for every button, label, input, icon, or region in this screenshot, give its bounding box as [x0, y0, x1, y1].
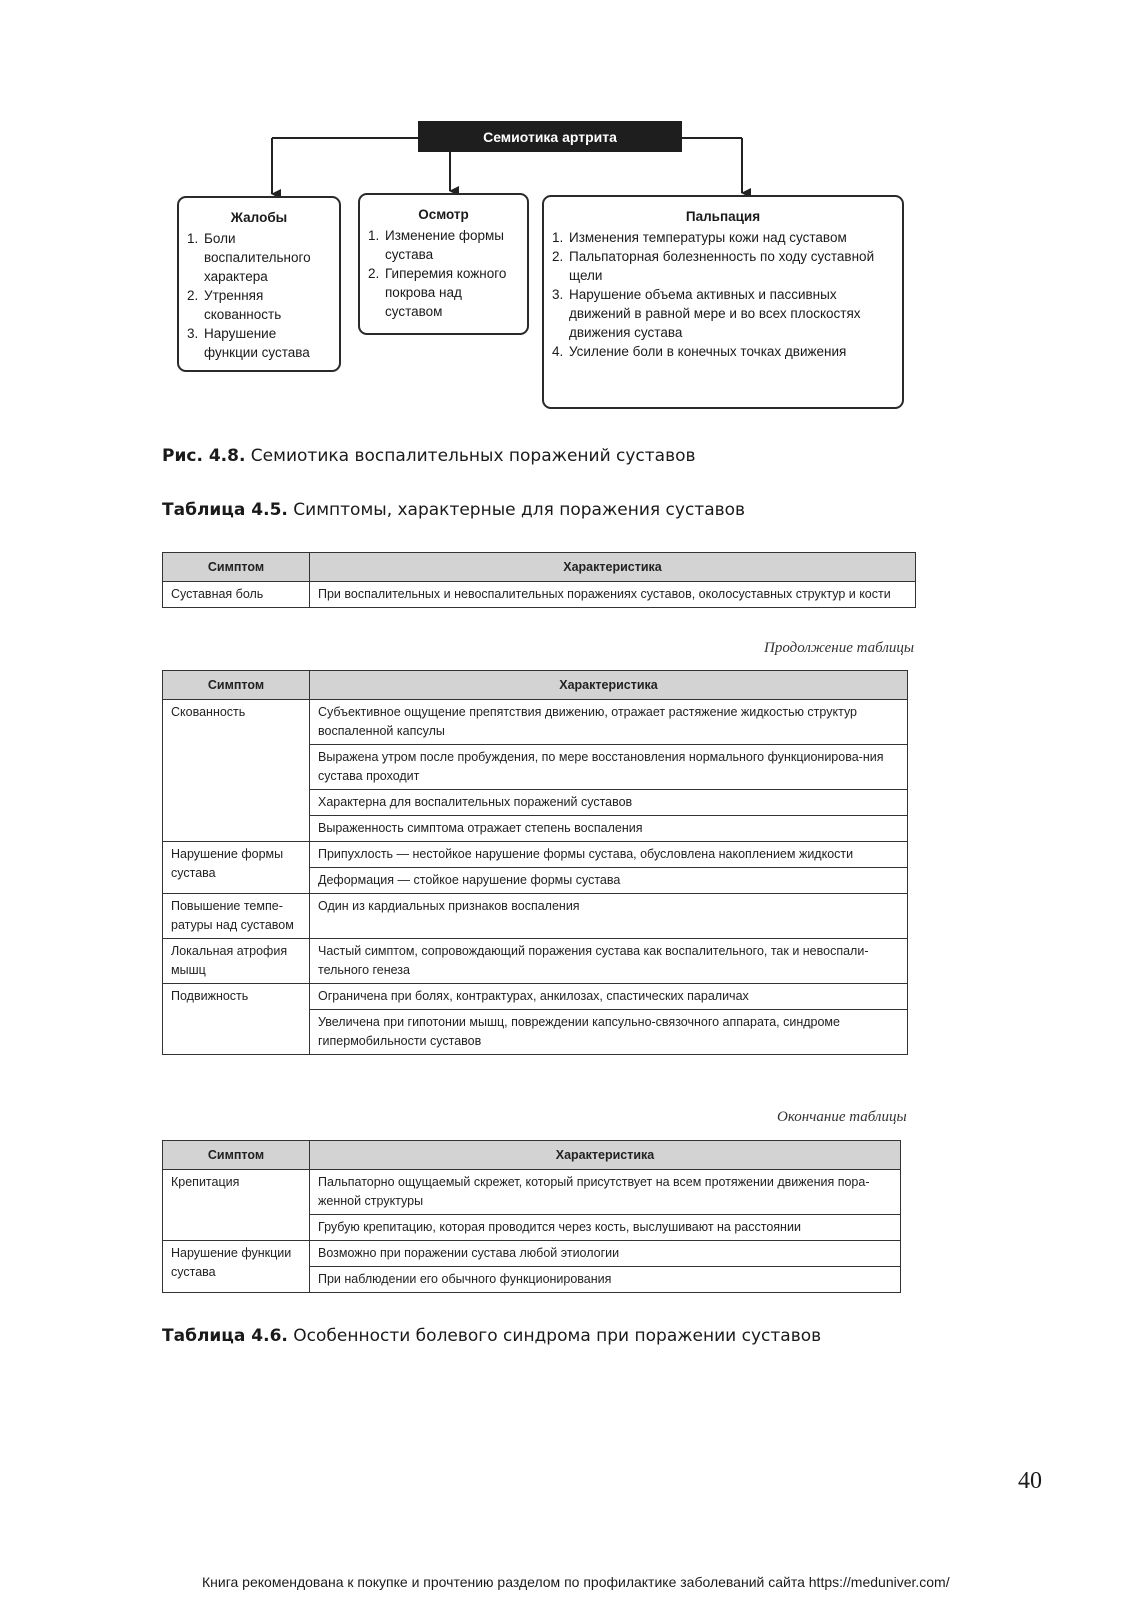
characteristic-cell: Частый симптом, сопровождающий поражения сустава как воспалительного, так и невоспали-тельного генеза [310, 939, 908, 984]
branch-title: Осмотр [418, 207, 469, 222]
branch-item: 2. Пальпаторная болезненность по ходу суставной щели [552, 249, 875, 283]
table-row [163, 984, 908, 1010]
branch-item: 1. Изменение формы сустава [368, 228, 505, 262]
characteristic-cell: Выраженность симптома отражает степень воспаления [310, 816, 908, 842]
symptom-cell: Повышение темпе-ратуры над суставом [163, 894, 310, 939]
branch-item: 1. Изменения температуры кожи над суставом [552, 230, 847, 245]
symptom-table-part-3 [162, 1140, 901, 1293]
characteristic-cell: Деформация — стойкое нарушение формы сустава [310, 868, 908, 894]
footer-note: Книга рекомендована к покупке и прочтению разделом по профилактике заболеваний сайта https://meduniver.com/ [202, 1574, 950, 1590]
header-symptom: Симптом [163, 671, 310, 700]
semiotics-diagram [0, 0, 1132, 420]
symptom-cell: Нарушение функции сустава [163, 1241, 310, 1293]
next-caption-label: Таблица 4.6. [162, 1326, 288, 1346]
branch-title: Жалобы [230, 210, 288, 225]
characteristic-cell: При воспалительных и невоспалительных поражениях суставов, околосуставных структур и кости [310, 582, 916, 608]
header-characteristic: Характеристика [310, 553, 916, 582]
table-row [163, 700, 908, 745]
table-caption-text: Симптомы, характерные для поражения суставов [287, 500, 746, 520]
branch-item: 3. Нарушение объема активных и пассивных движений в равной мере и во всех плоскостях движения сустава [552, 287, 861, 340]
next-caption-text: Особенности болевого синдрома при поражении суставов [287, 1326, 822, 1346]
table-row [163, 894, 908, 939]
branch-item: 2. Гиперемия кожного покрова над суставом [368, 266, 507, 319]
symptom-cell: Суставная боль [163, 582, 310, 608]
symptom-cell: Скованность [163, 700, 310, 842]
header-characteristic: Характеристика [310, 671, 908, 700]
symptom-cell: Локальная атрофия мышц [163, 939, 310, 984]
figure-caption-label: Рис. 4.8. [162, 446, 246, 466]
characteristic-cell: Один из кардиальных признаков воспаления [310, 894, 908, 939]
characteristic-cell: При наблюдении его обычного функционирования [310, 1267, 901, 1293]
characteristic-cell: Грубую крепитацию, которая проводится через кость, выслушивают на расстоянии [310, 1215, 901, 1241]
table-row [163, 939, 908, 984]
table-caption [162, 500, 745, 520]
table-header-row [163, 1141, 901, 1170]
characteristic-cell: Увеличена при гипотонии мышц, повреждении капсульно-связочного аппарата, синдроме гипермобильности суставов [310, 1010, 908, 1055]
next-table-caption [162, 1326, 821, 1346]
characteristic-cell: Припухлость — нестойкое нарушение формы сустава, обусловлена накоплением жидкости [310, 842, 908, 868]
branch-palpation [542, 195, 904, 409]
end-label: Окончание таблицы [777, 1109, 907, 1125]
symptom-table-part-2 [162, 670, 908, 1055]
branch-complaints [177, 196, 341, 372]
table-header-row [163, 553, 916, 582]
table-row [163, 1241, 901, 1267]
symptom-cell: Крепитация [163, 1170, 310, 1241]
branch-item: 1. Боли воспалительного характера [187, 231, 311, 284]
characteristic-cell: Выражена утром после пробуждения, по мере восстановления нормального функционирова-ния сустава проходит [310, 745, 908, 790]
characteristic-cell: Пальпаторно ощущаемый скрежет, который присутствует на всем протяжении движения пора-женной структуры [310, 1170, 901, 1215]
page-number: 40 [1018, 1468, 1042, 1494]
header-symptom: Симптом [163, 553, 310, 582]
branch-item: 3. Нарушение функции сустава [187, 326, 310, 360]
table-row [163, 582, 916, 608]
symptom-cell: Нарушение формы сустава [163, 842, 310, 894]
table-caption-label: Таблица 4.5. [162, 500, 288, 520]
characteristic-cell: Возможно при поражении сустава любой этиологии [310, 1241, 901, 1267]
table-header-row [163, 671, 908, 700]
branch-item: 4. Усиление боли в конечных точках движения [552, 344, 847, 359]
table-row [163, 842, 908, 868]
characteristic-cell: Характерна для воспалительных поражений суставов [310, 790, 908, 816]
header-characteristic: Характеристика [310, 1141, 901, 1170]
header-symptom: Симптом [163, 1141, 310, 1170]
table-row [163, 1170, 901, 1215]
branch-item: 2. Утренняя скованность [187, 288, 282, 322]
figure-caption [162, 446, 696, 466]
symptom-table-part-1 [162, 552, 916, 608]
continuation-label: Продолжение таблицы [764, 640, 915, 656]
figure-caption-text: Семиотика воспалительных поражений суставов [245, 446, 696, 466]
characteristic-cell: Ограничена при болях, контрактурах, анкилозах, спастических параличах [310, 984, 908, 1010]
diagram-root: Семиотика артрита [418, 121, 682, 152]
symptom-cell: Подвижность [163, 984, 310, 1055]
characteristic-cell: Субъективное ощущение препятствия движению, отражает растяжение жидкостью структур воспаленной капсулы [310, 700, 908, 745]
branch-inspection [358, 193, 529, 335]
branch-title: Пальпация [685, 209, 761, 224]
